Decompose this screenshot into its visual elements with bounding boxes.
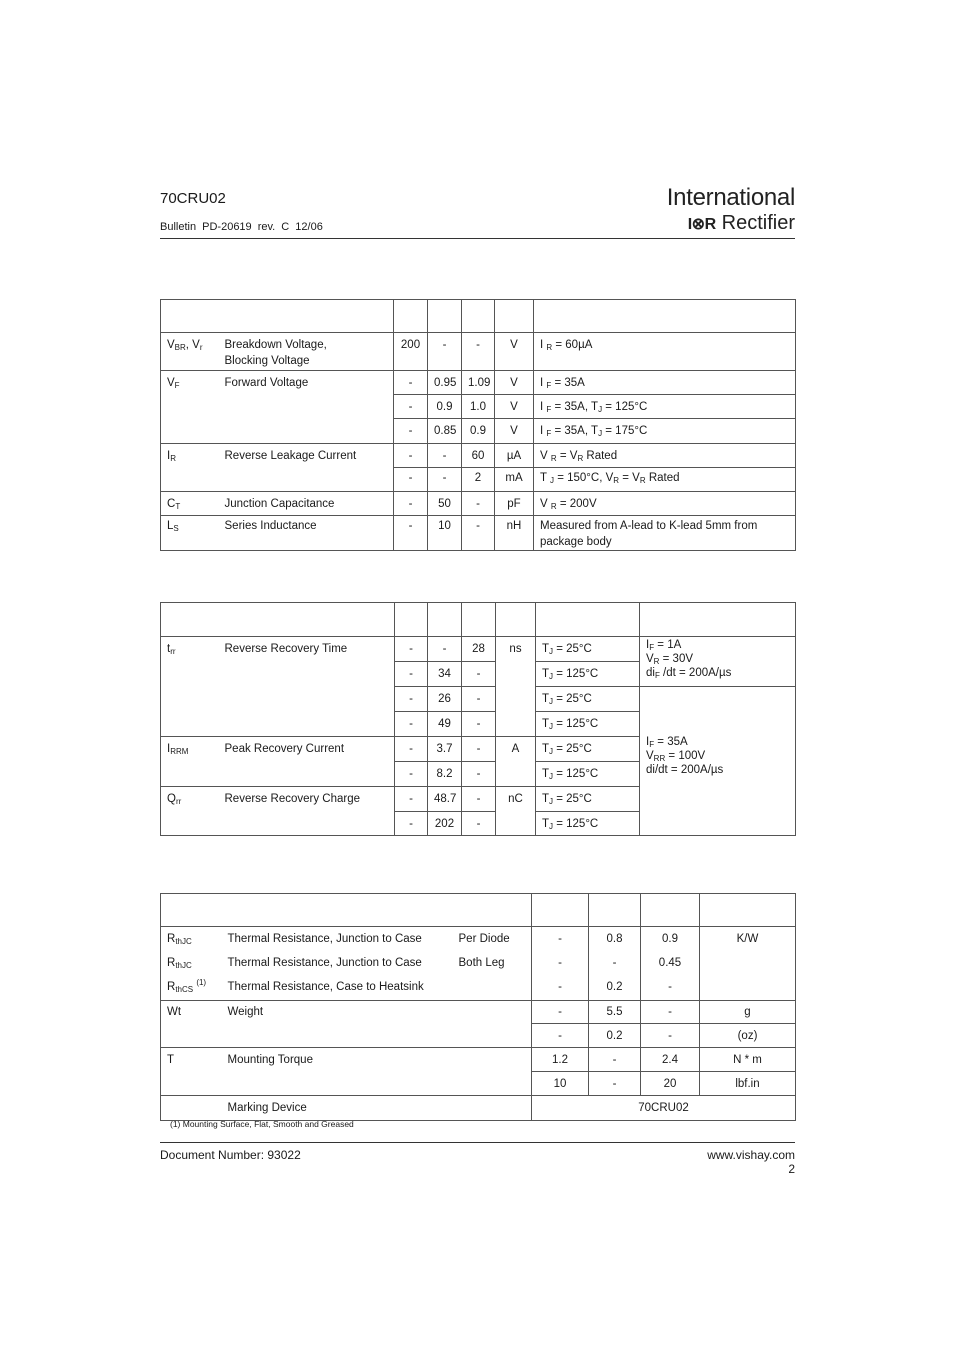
table-cell (462, 603, 496, 637)
table-cell: - (589, 1048, 641, 1072)
cell-min: - (394, 419, 428, 444)
table-cell: Per Diode (453, 927, 532, 951)
table-cell (222, 894, 453, 927)
symbol-ls: $L_S$ (161, 516, 219, 551)
cell-cond: I $_F$ = 35A (534, 371, 796, 395)
cell-max: 0.9 (462, 419, 495, 444)
cell-max: 1.0 (462, 395, 495, 419)
param-weight: Weight (222, 1001, 453, 1048)
table-cell: - (532, 951, 589, 975)
bulletin-info: Bulletin PD-20619 rev. C 12/06 (160, 221, 323, 233)
table-cell (453, 1096, 532, 1121)
table-cell (161, 603, 219, 637)
table-cell: 202 (428, 812, 462, 836)
table-cell: lbf.in (700, 1072, 796, 1096)
table-cell (641, 894, 700, 927)
table-cell: Thermal Resistance, Junction to Case (227, 956, 422, 969)
symbol-rthcs: $R_{thCS}$ $^{(1)}$ (161, 975, 222, 1001)
table-cell: (oz) (700, 1024, 796, 1048)
cell-unit: mA (495, 468, 534, 492)
table-cell (453, 1001, 532, 1048)
symbol-rthjc: $R_{thJC}$ (161, 927, 222, 951)
table-cell: - (395, 662, 428, 687)
cell-typ: - (428, 333, 462, 371)
table-row (161, 516, 796, 551)
cell-cond: I $_F$ = 35A, $T_J = 175^\circ C$ (534, 419, 796, 444)
cell-typ: - (428, 444, 462, 468)
table-cell: 3.7 (428, 737, 462, 762)
cell-unit: V (495, 333, 534, 371)
cell-typ: 10 (428, 516, 462, 551)
table-header-row (161, 603, 796, 637)
cell-typ: 50 (428, 492, 462, 516)
cell-cond: T $_J$ = 150°C, $V_R = V_R$ Rated (534, 468, 796, 492)
param-forward-voltage: Forward Voltage (219, 371, 394, 395)
table-cell: - (532, 927, 589, 951)
cell-cond: V $_R$ = 200V (534, 492, 796, 516)
symbol-wt: Wt (161, 1001, 222, 1048)
cell-cond: Measured from A-lead to K-lead 5mm from package body (534, 516, 796, 551)
cell-min: - (394, 371, 428, 395)
table-cell: 0.2 (589, 975, 641, 1001)
table-row (161, 1048, 796, 1072)
table-cell (453, 894, 532, 927)
table-cell (394, 300, 428, 333)
cell-unit: V (495, 371, 534, 395)
table-cell: $T_J = 25^\circ C$ (536, 637, 640, 662)
table-cell: 48.7 (428, 787, 462, 812)
param-junction-capacitance: Junction Capacitance (219, 492, 394, 516)
table-cell (161, 1096, 222, 1121)
table-cell (161, 894, 222, 927)
table-cell: - (589, 951, 641, 975)
table-cell: ns (496, 637, 536, 737)
param-marking-device: Marking Device (222, 1096, 453, 1121)
table-cell (161, 395, 219, 419)
cell-max: 2 (462, 468, 495, 492)
table-cell (395, 603, 428, 637)
table-cell: 28 (462, 637, 496, 662)
recovery-characteristics-table (160, 602, 796, 836)
table-cell (496, 603, 536, 637)
cell-min: - (394, 516, 428, 551)
table-cell (589, 894, 641, 927)
cell-max: - (462, 333, 495, 371)
test-conditions-b: $I_F = 35A$ $V_{RR} = 100V$ di/dt = 200A/µs (640, 687, 796, 836)
symbol-trr: $t_{rr}$ (161, 637, 219, 737)
symbol-irrm: $I_{RRM}$ (161, 737, 219, 787)
table-cell: 1.2 (532, 1048, 589, 1072)
table-cell: - (462, 812, 496, 836)
table-cell: - (395, 637, 428, 662)
table-cell: nC (496, 787, 536, 836)
table-cell (462, 300, 495, 333)
rth-unit: K/W (700, 927, 796, 1001)
table-cell: Thermal Resistance, Case to Heatsink (222, 975, 453, 1001)
table-cell: $T_J = 25^\circ C$ (536, 787, 640, 812)
table-cell: - (641, 975, 700, 1001)
table-cell (536, 603, 640, 637)
symbol-rthjc-both: $R_{thJC}$ (161, 951, 222, 975)
cell-unit: V (495, 419, 534, 444)
cell-min: - (394, 444, 428, 468)
symbol-ct: $C_T$ (161, 492, 219, 516)
table-cell: $T_J = 25^\circ C$ (536, 737, 640, 762)
table-cell: $T_J = 125^\circ C$ (536, 712, 640, 737)
cell-unit: V (495, 395, 534, 419)
table-cell (219, 603, 395, 637)
footer-divider (160, 1142, 795, 1143)
ior-logo-icon: I⊗R (687, 215, 716, 233)
table-cell: Thermal Resistance, Junction to Case (222, 927, 453, 951)
cell-cond: I $_F$ = 35A, $T_J = 125^\circ C$ (534, 395, 796, 419)
table-cell: - (462, 662, 496, 687)
table-cell: $T_J = 25^\circ C$ (536, 687, 640, 712)
table-row (161, 1001, 796, 1024)
table-row (161, 1096, 796, 1121)
electrical-characteristics-table (160, 299, 796, 551)
table-cell: $T_J = 125^\circ C$ (536, 812, 640, 836)
table-cell (428, 300, 462, 333)
table-cell: - (395, 787, 428, 812)
cell-max: - (462, 516, 495, 551)
cell-min: - (394, 492, 428, 516)
table-cell: N * m (700, 1048, 796, 1072)
table-cell: - (395, 737, 428, 762)
thermal-mechanical-table (160, 893, 796, 1121)
table-header-row (161, 894, 796, 927)
table-row (161, 333, 796, 371)
footnote: (1) Mounting Surface, Flat, Smooth and Greased (170, 1119, 354, 1129)
table-cell (453, 975, 532, 1001)
cell-min: 200 (394, 333, 428, 371)
logo-international: International (666, 184, 795, 211)
table-cell: - (641, 1001, 700, 1024)
table-cell (453, 1048, 532, 1096)
cell-unit: µA (495, 444, 534, 468)
table-cell (532, 894, 589, 927)
table-cell: - (395, 762, 428, 787)
param-series-inductance: Series Inductance (219, 516, 394, 551)
table-row (161, 444, 796, 468)
part-number: 70CRU02 (160, 190, 226, 207)
table-cell: - (532, 975, 589, 1001)
table-cell: 34 (428, 662, 462, 687)
cell-unit: nH (495, 516, 534, 551)
table-cell: 20 (641, 1072, 700, 1096)
cell-max: 1.09 (462, 371, 495, 395)
table-cell (700, 894, 796, 927)
table-cell: - (462, 737, 496, 762)
table-cell (495, 300, 534, 333)
table-cell: - (428, 637, 462, 662)
cell-max: 60 (462, 444, 495, 468)
cell-typ: 0.9 (428, 395, 462, 419)
table-cell: - (462, 712, 496, 737)
symbol-t: T (161, 1048, 222, 1096)
table-cell (219, 300, 394, 333)
table-cell: 0.2 (589, 1024, 641, 1048)
param-breakdown: Breakdown Voltage, Blocking Voltage (219, 333, 394, 371)
table-cell: - (462, 762, 496, 787)
cell-typ: - (428, 468, 462, 492)
symbol-vf: $V_F$ (161, 371, 219, 395)
table-cell: Both Leg (453, 951, 532, 975)
table-cell (161, 419, 219, 444)
param-reverse-leakage: Reverse Leakage Current (219, 444, 394, 468)
table-cell: - (462, 787, 496, 812)
table-cell: 26 (428, 687, 462, 712)
table-cell: - (589, 1072, 641, 1096)
table-row (161, 927, 796, 951)
table-row (161, 419, 796, 444)
cell-cond: V $_R = V_R$ Rated (534, 444, 796, 468)
table-cell: 5.5 (589, 1001, 641, 1024)
table-cell: $T_J = 125^\circ C$ (536, 662, 640, 687)
param-reverse-recovery-time: Reverse Recovery Time (219, 637, 395, 737)
symbol-ir: $I_R$ (161, 444, 219, 468)
table-cell: - (395, 687, 428, 712)
table-cell (534, 300, 796, 333)
marking-value: 70CRU02 (532, 1096, 796, 1121)
logo-rectifier (688, 212, 795, 235)
table-cell: 49 (428, 712, 462, 737)
table-cell: - (532, 1024, 589, 1048)
table-cell (428, 603, 462, 637)
table-cell (161, 300, 219, 333)
table-cell: - (395, 812, 428, 836)
table-header-row (161, 300, 796, 333)
param-mounting-torque: Mounting Torque (222, 1048, 453, 1096)
table-row (161, 637, 796, 662)
table-row (161, 468, 796, 492)
param-peak-recovery-current: Peak Recovery Current (219, 737, 395, 787)
table-cell: $T_J = 125^\circ C$ (536, 762, 640, 787)
website-link[interactable]: www.vishay.com (707, 1148, 795, 1162)
table-cell: - (532, 1001, 589, 1024)
table-cell: - (395, 712, 428, 737)
cell-cond: I $_R$ = 60µA (534, 333, 796, 371)
table-cell: 8.2 (428, 762, 462, 787)
table-cell (161, 468, 219, 492)
table-row (161, 395, 796, 419)
table-row (161, 492, 796, 516)
param-reverse-recovery-charge: Reverse Recovery Charge (219, 787, 395, 836)
table-cell (640, 603, 796, 637)
cell-unit: pF (495, 492, 534, 516)
table-cell (219, 468, 394, 492)
symbol-vbr: $V_{BR}$, $V_r$ (161, 333, 219, 371)
cell-typ: 0.95 (428, 371, 462, 395)
cell-min: - (394, 395, 428, 419)
cell-min: - (394, 468, 428, 492)
symbol-qrr: $Q_{rr}$ (161, 787, 219, 836)
table-cell: 0.9 (641, 927, 700, 951)
table-cell: 0.45 (641, 951, 700, 975)
test-conditions-a: $I_F = 1A$ $V_R = 30V$ $di_F$ /dt = 200A/µs (640, 637, 796, 687)
table-cell: 0.8 (589, 927, 641, 951)
table-cell: A (496, 737, 536, 787)
cell-typ: 0.85 (428, 419, 462, 444)
table-cell: g (700, 1001, 796, 1024)
logo-rectifier-text: Rectifier (721, 212, 795, 234)
table-cell (219, 395, 394, 419)
header-divider (160, 238, 795, 239)
table-cell (219, 419, 394, 444)
table-row (161, 371, 796, 395)
table-cell: 10 (532, 1072, 589, 1096)
table-cell: 2.4 (641, 1048, 700, 1072)
table-cell: - (641, 1024, 700, 1048)
document-number: Document Number: 93022 (160, 1148, 301, 1162)
cell-max: - (462, 492, 495, 516)
table-cell: - (462, 687, 496, 712)
page-number: 2 (788, 1162, 795, 1176)
